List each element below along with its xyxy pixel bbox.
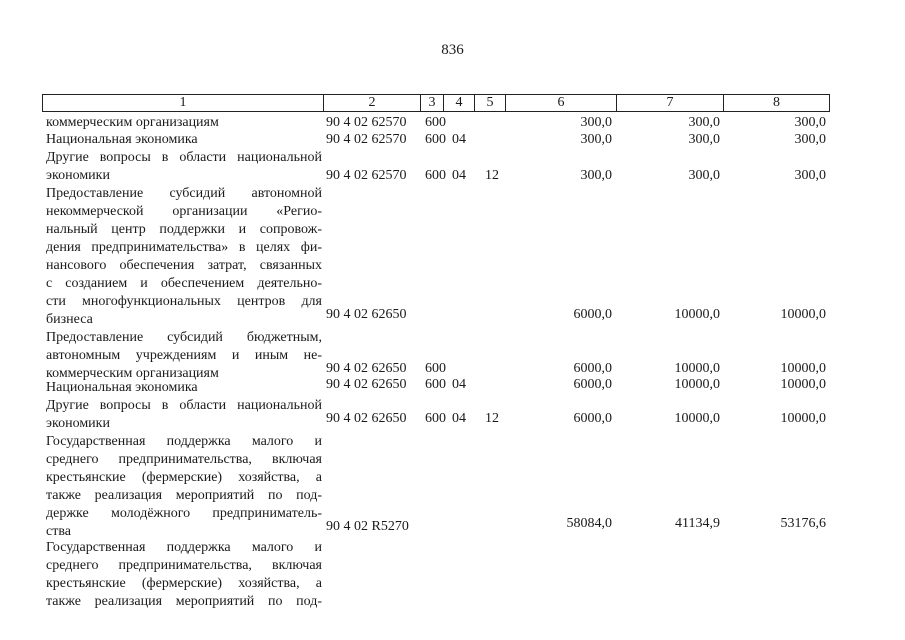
row-8-description-line-4: также реализация мероприятий по под- [46,488,322,503]
row-7-value-8: 10000,0 [780,411,826,426]
row-5-description-line-3: коммерческим организациям [46,366,219,381]
row-2-col3: 600 [425,132,446,147]
row-2-value-7: 300,0 [688,132,720,147]
row-5-description-line-1: Предоставление субсидий бюджетным, [46,330,322,345]
row-8-value-6: 58084,0 [566,516,612,531]
row-6-code: 90 4 02 62650 [326,377,407,392]
row-8-value-8: 53176,6 [780,516,826,531]
row-3-value-6: 300,0 [580,168,612,183]
row-5-value-6: 6000,0 [573,361,612,376]
row-8-description-line-1: Государственная поддержка малого и [46,434,322,449]
row-1-value-8: 300,0 [794,115,826,130]
row-1-col3: 600 [425,115,446,130]
row-3-code: 90 4 02 62570 [326,168,407,183]
row-3-description-line-1: Другие вопросы в области национальной [46,150,322,165]
page-number: 836 [441,42,464,58]
row-1-code: 90 4 02 62570 [326,115,407,130]
row-7-description-line-1: Другие вопросы в области национальной [46,398,322,413]
row-8-code: 90 4 02 R5270 [326,519,409,534]
header-col-6: 6 [505,94,617,112]
row-5-description-line-2: автономным учреждениям и иным не- [46,348,322,363]
row-8-description-line-3: крестьянские (фермерские) хозяйства, а [46,470,322,485]
row-2-code: 90 4 02 62570 [326,132,407,147]
row-2-value-6: 300,0 [580,132,612,147]
row-5-code: 90 4 02 62650 [326,361,407,376]
row-4-description-line-6: с созданием и обеспечением деятельно- [46,276,322,291]
row-2-description: Национальная экономика [46,132,198,147]
row-5-value-8: 10000,0 [780,361,826,376]
row-7-value-6: 6000,0 [573,411,612,426]
row-4-description-line-3: нальный центр поддержки и сопровож- [46,222,322,237]
row-7-col4: 04 [452,411,466,426]
row-9-description-line-4: также реализация мероприятий по под- [46,594,322,609]
row-1-value-6: 300,0 [580,115,612,130]
row-4-description-line-1: Предоставление субсидий автономной [46,186,322,201]
row-9-description-line-1: Государственная поддержка малого и [46,540,322,555]
row-8-description-line-6: ства [46,524,71,539]
header-col-2: 2 [323,94,421,112]
row-3-value-8: 300,0 [794,168,826,183]
row-6-col4: 04 [452,377,466,392]
row-3-value-7: 300,0 [688,168,720,183]
row-7-description-line-2: экономики [46,416,110,431]
row-6-description: Национальная экономика [46,380,198,395]
row-6-value-7: 10000,0 [674,377,720,392]
row-3-col5: 12 [485,168,499,183]
row-9-description-line-2: среднего предпринимательства, включая [46,558,322,573]
row-8-description-line-5: держке молодёжного предприниматель- [46,506,322,521]
row-8-value-7: 41134,9 [675,516,720,531]
row-4-value-8: 10000,0 [780,307,826,322]
row-4-description-line-8: бизнеса [46,312,93,327]
row-3-col4: 04 [452,168,466,183]
row-1-description: коммерческим организациям [46,115,219,130]
header-col-5: 5 [474,94,506,112]
header-col-4: 4 [443,94,475,112]
row-4-value-6: 6000,0 [573,307,612,322]
header-col-1: 1 [42,94,324,112]
row-4-value-7: 10000,0 [674,307,720,322]
header-col-3: 3 [420,94,444,112]
row-4-description-line-7: сти многофункциональных центров для [46,294,322,309]
header-col-8: 8 [723,94,830,112]
row-6-col3: 600 [425,377,446,392]
header-col-7: 7 [616,94,724,112]
row-5-value-7: 10000,0 [674,361,720,376]
row-7-value-7: 10000,0 [674,411,720,426]
row-2-value-8: 300,0 [794,132,826,147]
row-6-value-6: 6000,0 [573,377,612,392]
row-4-description-line-2: некоммерческой организации «Регио- [46,204,322,219]
row-5-col3: 600 [425,361,446,376]
row-4-description-line-5: нансового обеспечения затрат, связанных [46,258,322,273]
row-3-col3: 600 [425,168,446,183]
row-7-col3: 600 [425,411,446,426]
row-1-value-7: 300,0 [688,115,720,130]
row-8-description-line-2: среднего предпринимательства, включая [46,452,322,467]
row-3-description-line-2: экономики [46,168,110,183]
row-2-col4: 04 [452,132,466,147]
row-9-description-line-3: крестьянские (фермерские) хозяйства, а [46,576,322,591]
row-4-description-line-4: дения предпринимательства» в целях фи- [46,240,322,255]
row-6-value-8: 10000,0 [780,377,826,392]
row-4-code: 90 4 02 62650 [326,307,407,322]
row-7-code: 90 4 02 62650 [326,411,407,426]
row-7-col5: 12 [485,411,499,426]
